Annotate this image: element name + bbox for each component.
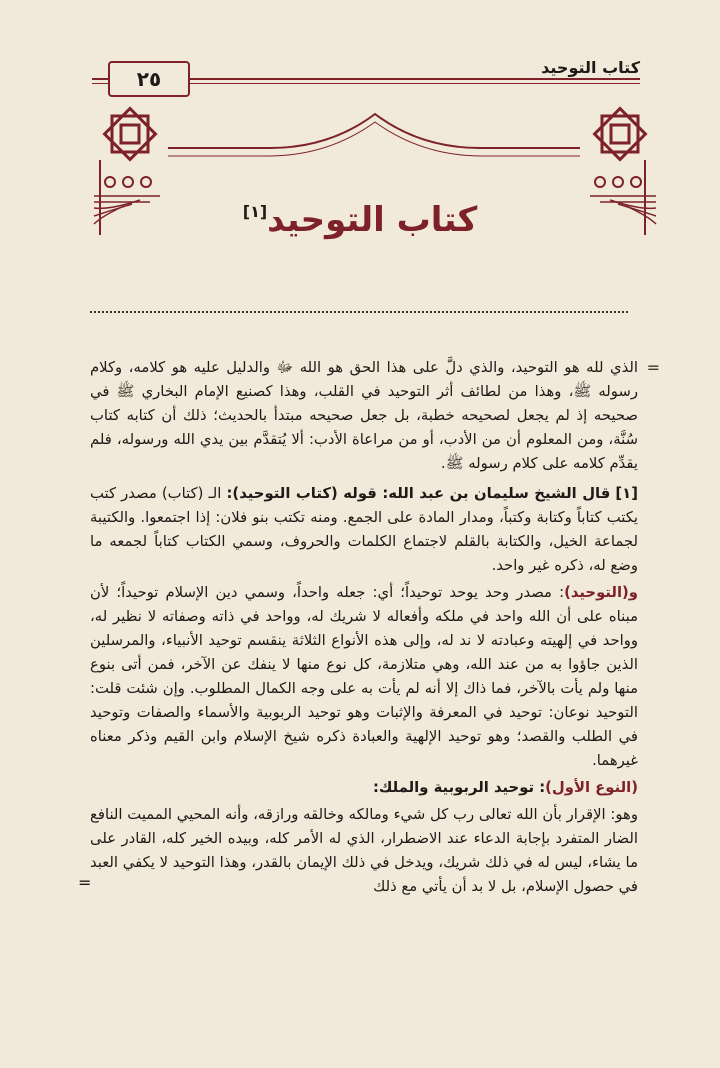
star-ornament-left xyxy=(105,109,156,160)
dotted-divider xyxy=(90,311,628,313)
footnote-1-intro: قال الشيخ سليمان بن عبد الله: قوله (كتاب التوحيد): xyxy=(226,485,611,502)
footnote-3 xyxy=(90,776,638,800)
footnote-4-text: وهو: الإقرار بأن الله تعالى رب كل شيء ومالكه وخالقه ورازقه، وأنه المحيي المميت النافع الضار المتفرد بإجابة الدعاء عند الاضطرار، الذي له الأمر كله، وبيده الخير كله، القادر على ما يشاء، ليس له في ذلك شريك، ويدخل في ذلك الإيمان بالقدر، وهذا التوحيد لا يكفي العبد في حصول الإسلام، بل لا بد أن يأتي مع ذلك xyxy=(90,806,638,895)
continuation-marker-end: = xyxy=(78,873,92,892)
running-title: كتاب التوحيد xyxy=(535,58,640,77)
continuation-marker: = xyxy=(646,358,660,377)
footnote-2-term: و(التوحيد) xyxy=(564,584,638,601)
chapter-title xyxy=(0,200,720,240)
footnote-1-ref: [١] xyxy=(615,485,638,502)
footnote-ref: [١] xyxy=(242,202,268,221)
footnote-2 xyxy=(90,581,638,773)
footnote-3-heading: : توحيد الربوبية والملك: xyxy=(372,779,546,796)
footnote-1 xyxy=(90,482,638,578)
footnote-1-text: الـ (كتاب) مصدر كتب يكتب كتاباً وكتابة وكتباً، ومدار المادة على الجمع. ومنه تكتب بنو فلان: إذا اجتمعوا. والكتيبة لجماعة الخيل، والكتابة بالقلم لاجتماع الكلمات والحروف، وسمي الكتاب كتاباً لجمعه ما وضع له، ذكره غير واحد. xyxy=(90,485,638,574)
page-number: ٢٥ xyxy=(108,61,190,97)
body-text: الذي لله هو التوحيد، والذي دلَّ على هذا الحق هو الله ﷻ والدليل عليه هو كلامه، وكلام رسوله ﷺ، وهذا من لطائف أثر التوحيد في القلب، وهذا كصنيع الإمام البخاري ﷺ في صحيحه إذ لم يجعل لصحيحه خطبة، بل جعل صحيحه مبتدأ بالحديث؛ ذلك أن كتابه كتاب سُنَّة، ومن المعلوم أن من الأدب، أو من مراعاة الأدب: ألا يُتقدَّم بين يدي الله ورسوله، فلم يقدِّم كلامه على كلام رسوله ﷺ. xyxy=(90,359,638,472)
star-ornament-right xyxy=(595,109,646,160)
footnote-2-text: : مصدر وحد يوحد توحيداً؛ أي: جعله واحداً، وسمي دين الإسلام توحيداً؛ لأن مبناه على أن الله واحد في ملكه وأفعاله لا شريك له، وواحد في ذاته وصفاته لا نظير له، وواحد في إلهيته وعبادته لا ند له، وإلى هذه الأنواع الثلاثة ينقسم توحيد الأنبياء، والمرسلين الذين جاؤوا به من عند الله، وهي متلازمة، كل نوع منها لا ينفك عن الآخر، فمن أتى بنوع منها ولم يأت بالآخر، فما ذاك إلا أنه لم يأت به على وجه الكمال المطلوب. وإن شئت قلت: التوحيد نوعان: توحيد في المعرفة والإثبات وهو توحيد الربوبية والأسماء والصفات وتوحيد في الطلب والقصد؛ وهو توحيد الإلهية والعبادة ذكره شيخ الإسلام وابن القيم وذكر معناه غيرهما. xyxy=(90,584,638,769)
footnote-4 xyxy=(78,803,638,899)
page-content xyxy=(78,356,660,902)
chapter-title-text: كتاب التوحيد xyxy=(267,200,478,240)
footnote-3-term: (النوع الأول) xyxy=(545,779,638,796)
body-paragraph xyxy=(90,356,660,476)
